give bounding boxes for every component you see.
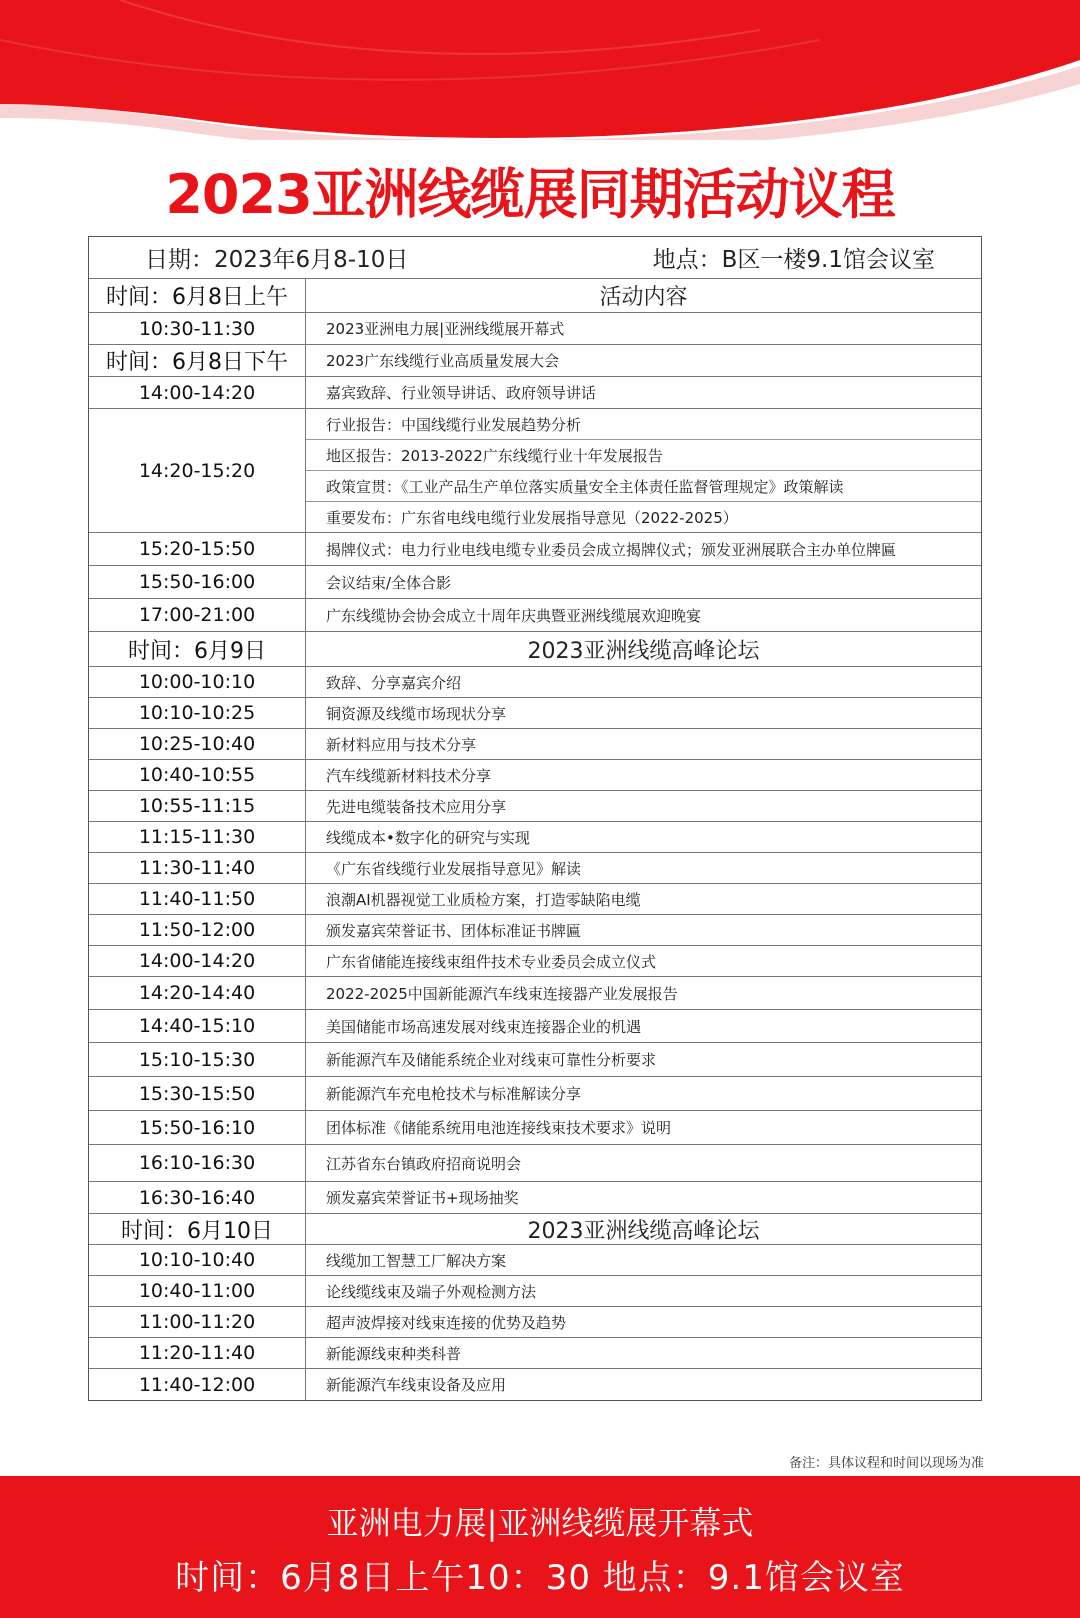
table-row [89, 822, 981, 853]
red-wave-decoration [0, 0, 1080, 140]
sub-activity: 重要发布：广东省电线电缆行业发展指导意见（2022-2025） [326, 508, 738, 527]
row-time: 10:40-10:55 [89, 760, 306, 790]
row-time: 11:40-12:00 [89, 1369, 306, 1400]
table-row [89, 946, 981, 977]
row-time: 15:50-16:10 [89, 1111, 306, 1144]
table-row [89, 1182, 981, 1214]
row-activity: 会议结束/全体合影 [326, 573, 452, 592]
row-time: 17:00-21:00 [89, 599, 306, 631]
row-time: 10:10-10:25 [89, 698, 306, 728]
row-time: 14:20-15:20 [89, 409, 306, 532]
row-activity: 新能源汽车充电枪技术与标准解读分享 [326, 1085, 582, 1103]
row-activity: 新能源汽车及储能系统企业对线束可靠性分析要求 [326, 1051, 657, 1069]
row-time: 11:20-11:40 [89, 1338, 306, 1368]
table-row [89, 1145, 981, 1182]
header-content: 2023亚洲线缆高峰论坛 [527, 1218, 760, 1244]
row-activity: 美国储能市场高速发展对线束连接器企业的机遇 [326, 1017, 642, 1036]
row-activity: 线缆成本•数字化的研究与实现 [326, 828, 530, 847]
row-time: 10:40-11:00 [89, 1276, 306, 1306]
row-time: 15:50-16:00 [89, 566, 306, 598]
date-venue-row [89, 237, 981, 279]
table-row [89, 1276, 981, 1307]
row-activity: 论线缆线束及端子外观检测方法 [326, 1282, 537, 1301]
table-row [89, 915, 981, 946]
row-activity: 线缆加工智慧工厂解决方案 [326, 1251, 507, 1270]
row-time: 16:30-16:40 [89, 1182, 306, 1213]
day2-header-row [89, 632, 981, 667]
row-activity: 新能源线束种类科普 [326, 1344, 462, 1363]
row-activity: 浪潮AI机器视觉工业质检方案，打造零缺陷电缆 [326, 890, 641, 909]
row-activity: 广东线缆协会协会成立十周年庆典暨亚洲线缆展欢迎晚宴 [326, 606, 702, 625]
row-time: 14:00-14:20 [89, 946, 306, 976]
table-row [89, 1245, 981, 1276]
table-row [89, 760, 981, 791]
row-activity: 颁发嘉宾荣誉证书+现场抽奖 [326, 1189, 519, 1207]
sub-activity: 行业报告：中国线缆行业发展趋势分析 [306, 409, 981, 440]
table-row [89, 566, 981, 599]
grouped-row [89, 409, 981, 533]
sub-activity-list [306, 409, 981, 532]
row-time: 15:30-15:50 [89, 1077, 306, 1110]
row-activity: 先进电缆装备技术应用分享 [326, 797, 507, 816]
table-row [89, 1077, 981, 1111]
row-activity: 江苏省东台镇政府招商说明会 [326, 1154, 522, 1173]
table-row [89, 1111, 981, 1145]
table-row [89, 1010, 981, 1043]
header-content: 2023亚洲线缆高峰论坛 [527, 638, 760, 664]
row-activity: 2023亚洲电力展|亚洲线缆展开幕式 [326, 320, 565, 338]
table-row [89, 729, 981, 760]
header-time: 时间：6月8日上午 [89, 279, 306, 312]
row-time: 14:00-14:20 [89, 377, 306, 408]
row-time: 11:30-11:40 [89, 853, 306, 883]
date-text: 日期：2023年6月8-10日 [145, 247, 409, 273]
row-time: 10:55-11:15 [89, 791, 306, 821]
footnote: 备注：具体议程和时间以现场为准 [788, 1456, 984, 1471]
table-header-row [89, 279, 981, 313]
table-row [89, 1338, 981, 1369]
row-time: 10:25-10:40 [89, 729, 306, 759]
row-activity: 颁发嘉宾荣誉证书、团体标准证书牌匾 [326, 921, 582, 940]
table-row [89, 853, 981, 884]
table-row [89, 791, 981, 822]
row-time: 11:00-11:20 [89, 1307, 306, 1337]
row-time: 10:10-10:40 [89, 1245, 306, 1275]
row-activity: 致辞、分享嘉宾介绍 [326, 673, 462, 692]
sub-activity: 政策宣贯：《工业产品生产单位落实质量安全主体责任监督管理规定》政策解读 [306, 471, 981, 502]
table-row [89, 1043, 981, 1077]
footer-event-title: 亚洲电力展|亚洲线缆展开幕式 [326, 1504, 754, 1542]
day3-header-row [89, 1214, 981, 1245]
header-time: 时间：6月8日下午 [89, 345, 306, 376]
header-time: 时间：6月10日 [89, 1214, 306, 1244]
row-activity: 广东省储能连接线束组件技术专业委员会成立仪式 [326, 952, 657, 971]
header-content: 活动内容 [599, 285, 688, 310]
row-activity: 2022-2025中国新能源汽车线束连接器产业发展报告 [326, 984, 678, 1003]
row-time: 15:10-15:30 [89, 1043, 306, 1076]
schedule-table [88, 236, 982, 1401]
row-time: 16:10-16:30 [89, 1145, 306, 1181]
row-time: 11:15-11:30 [89, 822, 306, 852]
row-activity: 嘉宾致辞、行业领导讲话、政府领导讲话 [326, 384, 597, 402]
row-activity: 《广东省线缆行业发展指导意见》解读 [326, 859, 582, 878]
row-activity: 汽车线缆新材料技术分享 [326, 766, 492, 785]
row-activity: 铜资源及线缆市场现状分享 [326, 704, 507, 723]
row-activity: 新材料应用与技术分享 [326, 735, 477, 754]
table-row [89, 977, 981, 1010]
row-time: 11:50-12:00 [89, 915, 306, 945]
row-activity: 超声波焊接对线束连接的优势及趋势 [326, 1313, 567, 1332]
table-row [89, 884, 981, 915]
table-row [89, 599, 981, 632]
row-time: 14:20-14:40 [89, 977, 306, 1009]
table-row [89, 313, 981, 345]
row-activity: 揭牌仪式：电力行业电线电缆专业委员会成立揭牌仪式；颁发亚洲展联合主办单位牌匾 [326, 540, 897, 559]
table-row [89, 1307, 981, 1338]
table-row [89, 698, 981, 729]
table-row [89, 533, 981, 566]
footer-time-venue: 时间：6月8日上午10：30 地点：9.1馆会议室 [175, 1558, 905, 1598]
row-activity: 新能源汽车线束设备及应用 [326, 1376, 507, 1394]
top-red-banner [0, 0, 1080, 140]
table-row [89, 1369, 981, 1400]
table-row [89, 377, 981, 409]
bottom-red-banner [0, 1476, 1080, 1618]
row-time: 15:20-15:50 [89, 533, 306, 565]
header-content: 2023广东线缆行业高质量发展大会 [326, 352, 560, 370]
row-activity: 团体标准《储能系统用电池连接线束技术要求》说明 [326, 1119, 672, 1137]
row-time: 10:00-10:10 [89, 667, 306, 697]
afternoon-header-row [89, 345, 981, 377]
row-time: 14:40-15:10 [89, 1010, 306, 1042]
venue-text: 地点：B区一楼9.1馆会议室 [652, 247, 935, 273]
row-time: 10:30-11:30 [89, 313, 306, 344]
table-row [89, 667, 981, 698]
page-title: 2023亚洲线缆展同期活动议程 [165, 163, 895, 226]
sub-activity: 地区报告：2013-2022广东线缆行业十年发展报告 [306, 440, 981, 471]
row-time: 11:40-11:50 [89, 884, 306, 914]
header-time: 时间：6月9日 [89, 632, 306, 666]
